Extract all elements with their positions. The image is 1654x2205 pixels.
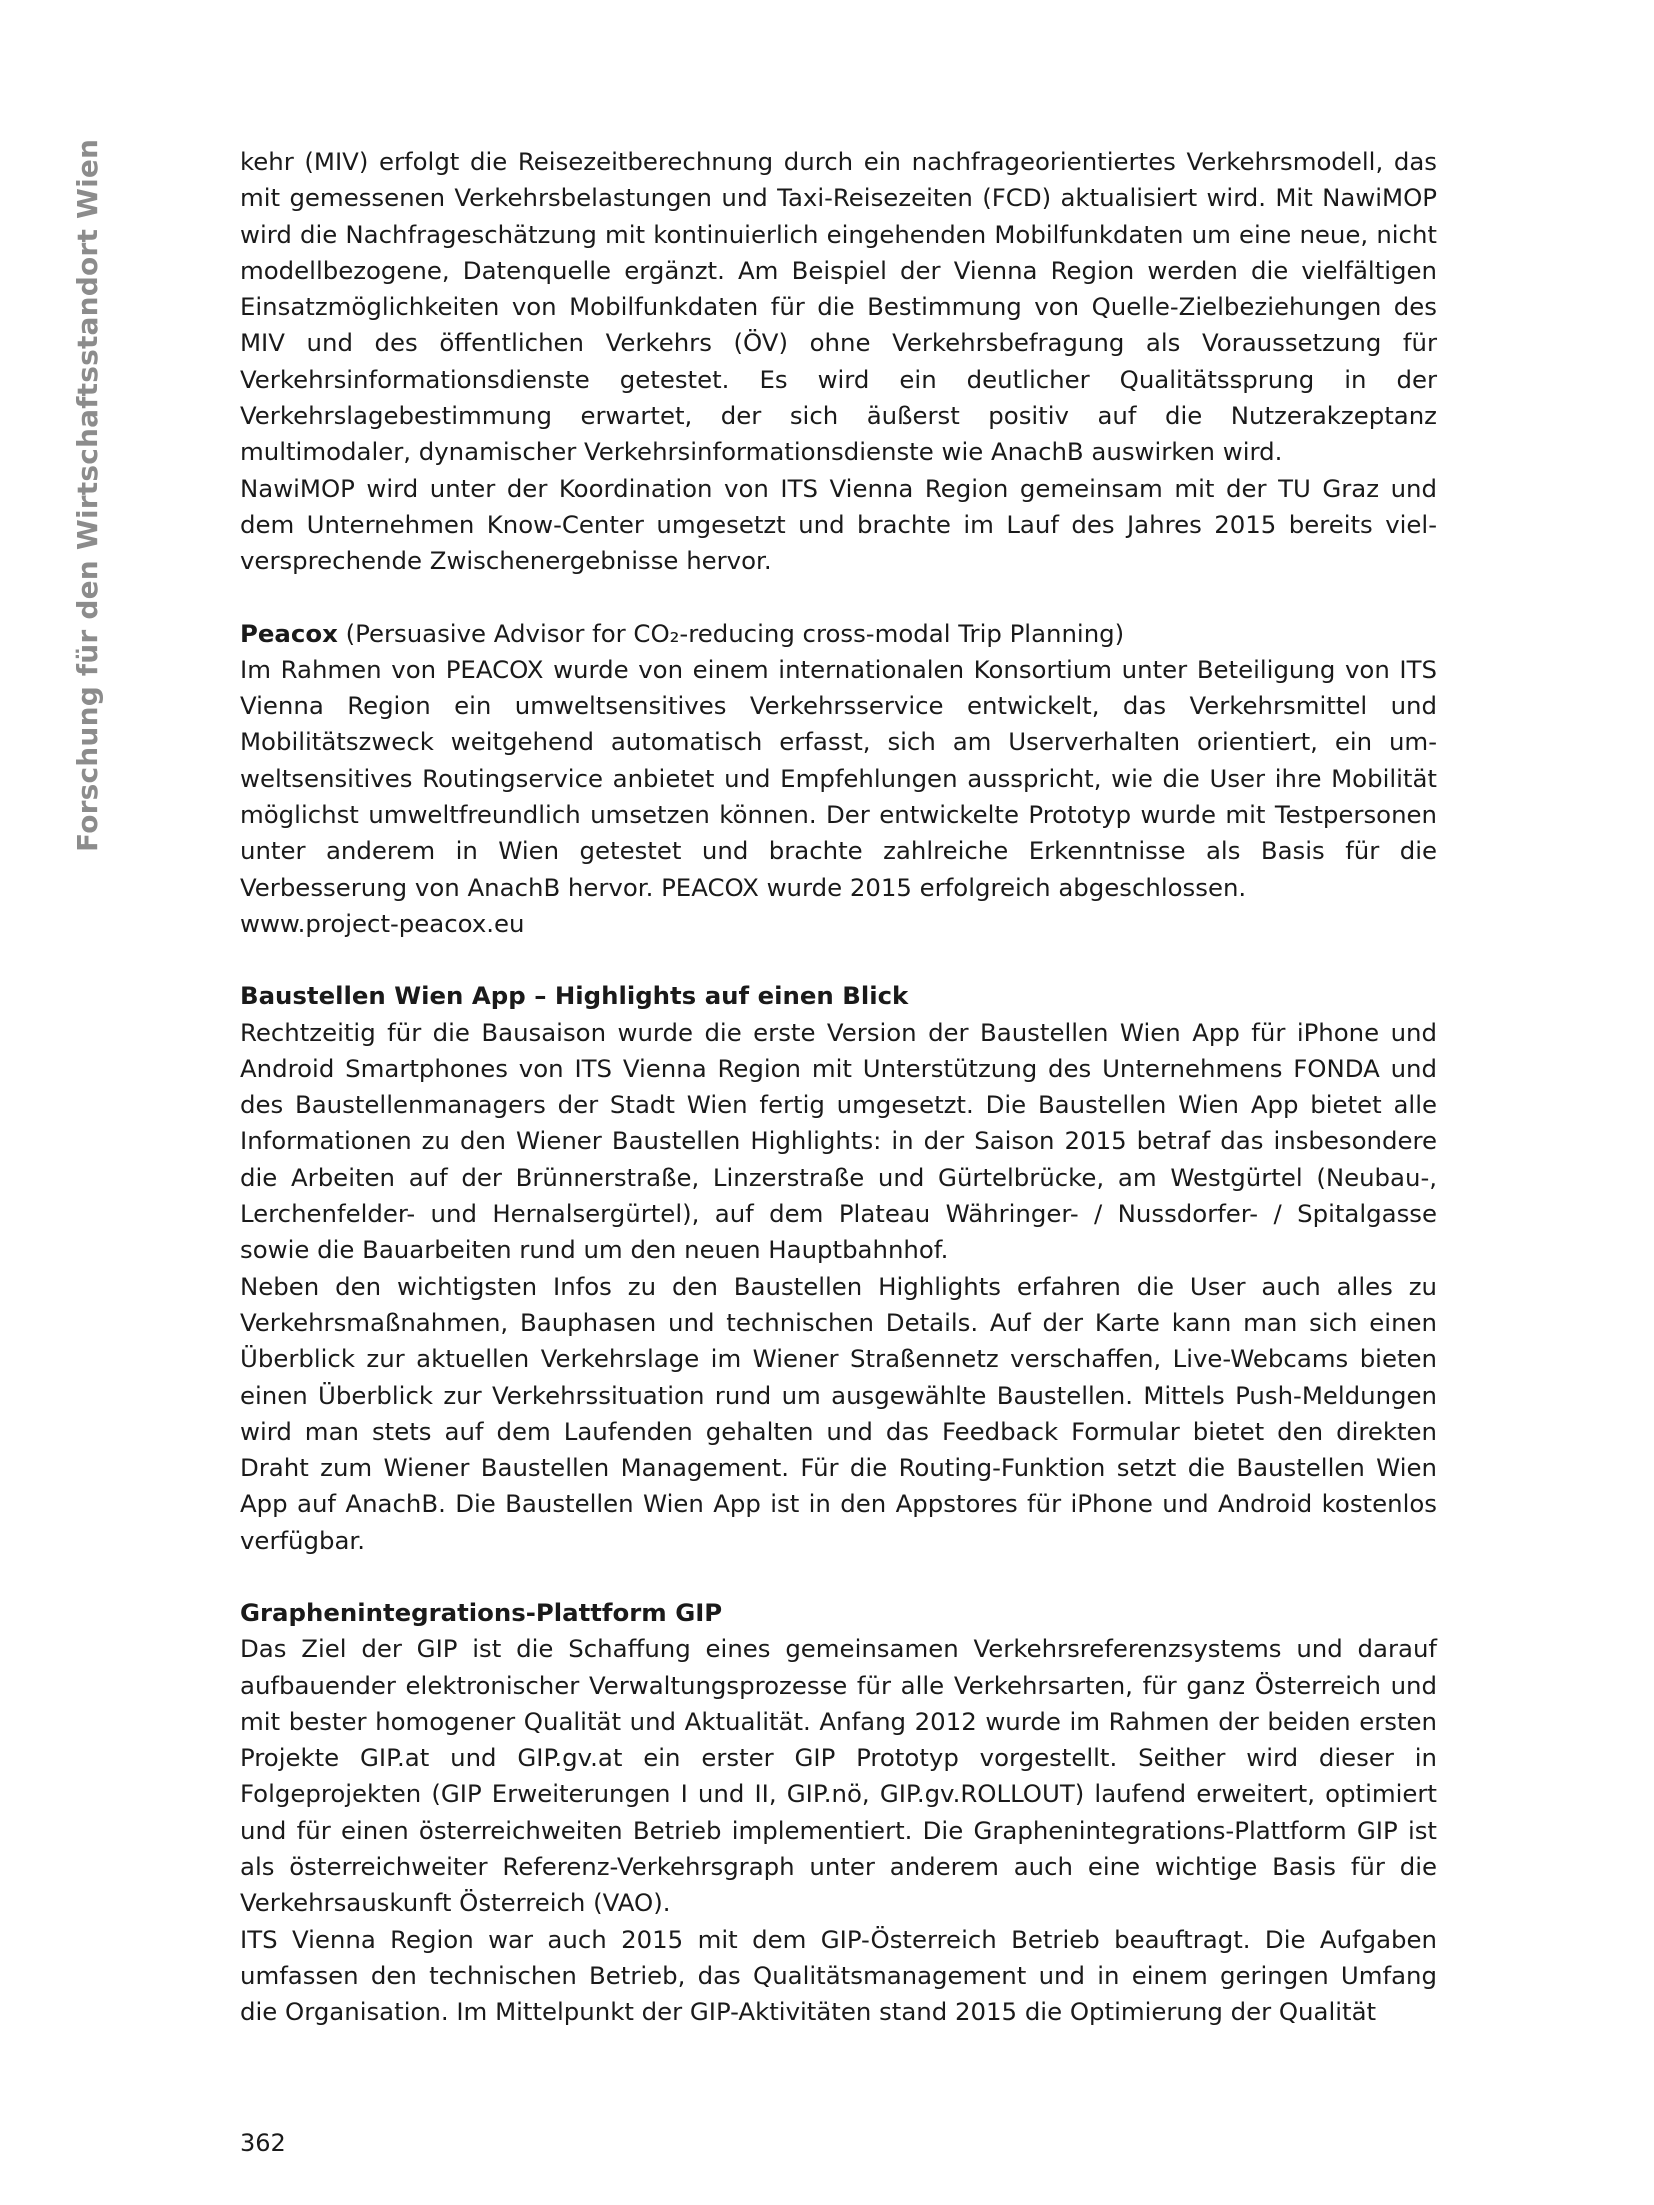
baustellen-title: Baustellen Wien App – Highlights auf einen Blick [240,981,909,1011]
gip-paragraph-1: Das Ziel der GIP ist die Schaffung eines gemeinsamen Verkehrsreferenzsystems und darauf aufbauender elektronischer Verwaltungsprozesse für alle Verkehrsarten, für ganz Österreich und mit bester homogener Qualität und Aktualität. Anfang 2012 wurde im Rahmen der beiden ersten Projekte GIP.at und GIP.gv.at ein erster GIP Prototyp vorgestellt. Seither wird dieser in Folgeprojekten (GIP Erweiterungen I und II, GIP.nö, GIP.gv.ROLLOUT) laufend erweitert, optimiert und für einen österreichweiten Betrieb implementiert. Die Graphenintegrations-Plattform GIP ist als österreichweiter Referenz-Verkehrsgraph unter anderem auch eine wichtige Basis für die Verkehrsauskunft Österreich (VAO). [240,1634,1437,1918]
intro-paragraph-1: kehr (MIV) erfolgt die Reisezeitberechnung durch ein nachfrageorientiertes Verkehrsmodell, das mit gemessenen Verkehrsbelastungen und Taxi-Reisezeiten (FCD) aktualisiert wird. Mit NawiMOP wird die Nachfrageschätzung mit kontinuierlich eingehenden Mobilfunkdaten um eine neue, nicht modellbezogene, Datenquelle ergänzt. Am Beispiel der Vienna Region werden die vielfältigen Einsatzmöglichkeiten von Mobilfunkdaten für die Bestimmung von Quelle-Zielbeziehungen des MIV und des öffentlichen Verkehrs (ÖV) ohne Verkehrsbefragung als Voraussetzung für Verkehrsinformationsdienste getestet. Es wird ein deutlicher Qualitätssprung in der Verkehrslagebestimmung erwartet, der sich äußerst positiv auf die Nutzerakzeptanz multimodaler, dynamischer Verkehrsinformationsdienste wie AnachB auswirken wird. [240,147,1437,467]
peacox-subtitle: (Persuasive Advisor for CO₂-reducing cross-modal Trip Planning) [345,618,1125,648]
peacox-heading-line [240,616,1437,652]
running-header-vertical: Forschung für den Wirtschaftsstandort Wien [71,138,104,852]
section-baustellen [240,978,1437,1559]
peacox-url: www.project-peacox.eu [240,908,525,938]
baustellen-paragraph-2: Neben den wichtigsten Infos zu den Baustellen Highlights erfahren die User auch alles zu Verkehrsmaßnahmen, Bauphasen und technischen Details. Auf der Karte kann man sich einen Überblick zur aktuellen Verkehrslage im Wiener Straßennetz verschaffen, Live-Webcams bieten einen Überblick zur Verkehrssituation rund um ausgewählte Baustellen. Mittels Push-Meldungen wird man stets auf dem Laufenden gehalten und das Feedback Formular bietet den direkten Draht zum Wiener Baustellen Management. Für die Routing-Funktion setzt die Baustellen Wien App auf AnachB. Die Baustellen Wien App ist in den Appstores für iPhone und Android kostenlos verfügbar. [240,1271,1437,1555]
section-gip [240,1595,1437,2031]
peacox-paragraph: Im Rahmen von PEACOX wurde von einem internationalen Konsortium unter Beteiligung von ITS Vienna Region ein umweltsensitives Verkehrsservice entwickelt, das Verkehrsmittel und Mobilitätszweck weitgehend automatisch erfasst, sich am Userverhalten orientiert, ein umweltsensitives Routingservice anbietet und Empfehlungen ausspricht, wie die User ihre Mobilität möglichst umweltfreundlich umsetzen können. Der entwickelte Prototyp wurde mit Testpersonen unter anderem in Wien getestet und brachte zahlreiche Erkenntnisse als Basis für die Verbesserung von AnachB hervor. PEACOX wurde 2015 erfolgreich abgeschlossen. [240,654,1437,902]
peacox-title: Peacox [240,618,338,648]
section-peacox [240,616,1437,943]
intro-paragraph-2: NawiMOP wird unter der Koordination von ITS Vienna Region gemeinsam mit der TU Graz und dem Unternehmen Know-Center umgesetzt und brachte im Lauf des Jahres 2015 bereits vielversprechende Zwischenergebnisse hervor. [240,473,1437,576]
baustellen-paragraph-1: Rechtzeitig für die Bausaison wurde die erste Version der Baustellen Wien App für iPhone und Android Smartphones von ITS Vienna Region mit Unterstützung des Unternehmens FONDA und des Baustellenmanagers der Stadt Wien fertig umgesetzt. Die Baustellen Wien App bietet alle Informationen zu den Wiener Baustellen Highlights: in der Saison 2015 betraf das insbesondere die Arbeiten auf der Brünnerstraße, Linzerstraße und Gürtelbrücke, am Westgürtel (Neubau-, Lerchenfelder- und Hernalsergürtel), auf dem Plateau Währinger- / Nussdorfer- / Spitalgasse sowie die Bauarbeiten rund um den neuen Hauptbahnhof. [240,1017,1437,1265]
gip-paragraph-2: ITS Vienna Region war auch 2015 mit dem GIP-Österreich Betrieb beauftragt. Die Aufgaben umfassen den technischen Betrieb, das Qualitätsmanagement und in einem geringen Umfang die Organisation. Im Mittelpunkt der GIP-Aktivitäten stand 2015 die Optimierung der Qualität [240,1924,1437,2027]
main-text-column [240,144,1437,2031]
page-number: 362 [240,2129,286,2157]
gip-title: Graphenintegrations-Plattform GIP [240,1597,723,1627]
